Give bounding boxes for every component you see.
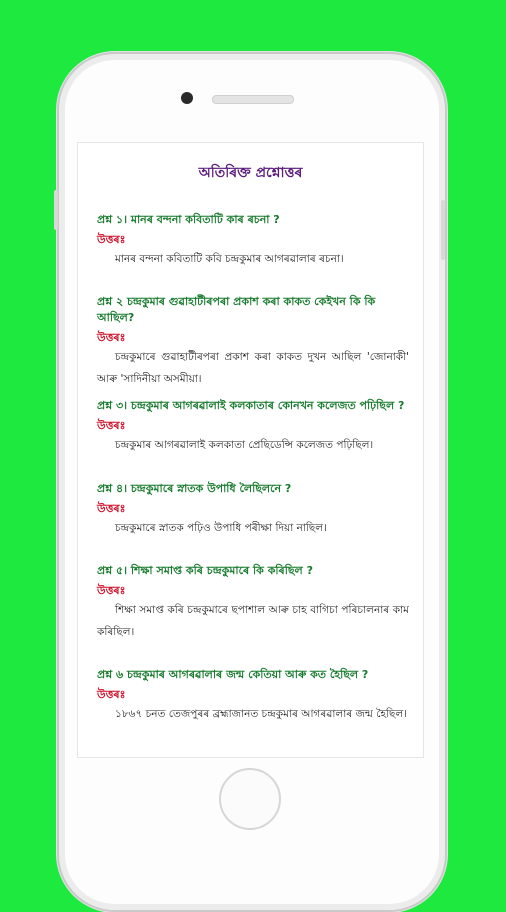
answer-label: উত্তৰঃ <box>97 233 126 246</box>
page-title: অতিৰিক্ত প্ৰশ্নোত্তৰ <box>198 165 303 181</box>
answer-text: শিক্ষা সমাপ্ত কৰি চন্দ্ৰকুমাৰে ছপাশাল আৰু চাহ বাগিচা পৰিচালনাৰ কাম কৰিছিল। <box>97 604 409 638</box>
earpiece-speaker <box>212 95 294 104</box>
question-text: প্ৰশ্ন ২ চন্দ্ৰকুমাৰ গুৱাহাটীৰপৰা প্ৰকাশ কৰা কাকত কেইখন কি কি আছিল? <box>97 295 376 324</box>
answer-label: উত্তৰঃ <box>97 584 126 597</box>
front-camera <box>181 92 193 104</box>
qa-item-4 <box>97 481 409 539</box>
answer-label: উত্তৰঃ <box>97 419 126 432</box>
power-button <box>441 200 445 260</box>
answer-label: উত্তৰঃ <box>97 502 126 515</box>
question-text: প্ৰশ্ন ৫। শিক্ষা সমাপ্ত কৰি চন্দ্ৰকুমাৰে কি কৰিছিল ? <box>97 564 313 577</box>
qa-item-1 <box>97 212 409 270</box>
answer-label: উত্তৰঃ <box>97 331 126 344</box>
volume-button <box>54 190 58 230</box>
answer-text: মানৰ বন্দনা কবিতাটি কবি চন্দ্ৰকুমাৰ আগৰৱালাৰ ৰচনা। <box>115 253 344 265</box>
question-text: প্ৰশ্ন ৩। চন্দ্ৰকুমাৰ আগৰৱালাই কলকাতাৰ কোনখন কলেজত পঢ়িছিল ? <box>97 399 405 412</box>
question-text: প্ৰশ্ন ৪। চন্দ্ৰকুমাৰে স্নাতক উপাধি লৈছিলনে ? <box>97 482 292 495</box>
question-text: প্ৰশ্ন ১। মানৰ বন্দনা কবিতাটি কাৰ ৰচনা ? <box>97 213 280 226</box>
qa-item-2 <box>97 294 409 390</box>
screen <box>77 142 424 758</box>
qa-item-5 <box>97 563 409 643</box>
answer-text: ১৮৬৭ চনত তেজপুৰৰ ব্ৰহ্মাজানত চন্দ্ৰকুমাৰ আগৰৱালাৰ জন্ম হৈছিল। <box>115 708 407 720</box>
answer-label: উত্তৰঃ <box>97 688 126 701</box>
answer-text: চন্দ্ৰকুমাৰে গুৱাহাটীৰপৰা প্ৰকাশ কৰা কাকত দুখন আছিল 'জোনাকী' আৰু 'সাদিনীয়া অসমীয়া। <box>97 351 409 385</box>
answer-text: চন্দ্ৰকুমাৰে স্নাতক পঢ়িও উপাধি পৰীক্ষা দিয়া নাছিল। <box>115 522 327 534</box>
qa-item-6 <box>97 667 409 725</box>
question-text: প্ৰশ্ন ৬ চন্দ্ৰকুমাৰ আগৰৱালাৰ জন্ম কেতিয়া আৰু কত হৈছিল ? <box>97 668 369 681</box>
home-button[interactable] <box>219 768 281 830</box>
qa-item-3 <box>97 398 409 456</box>
answer-text: চন্দ্ৰকুমাৰ আগৰৱালাই কলকাতা প্ৰেছিডেন্সি কলেজত পঢ়িছিল। <box>115 439 374 451</box>
